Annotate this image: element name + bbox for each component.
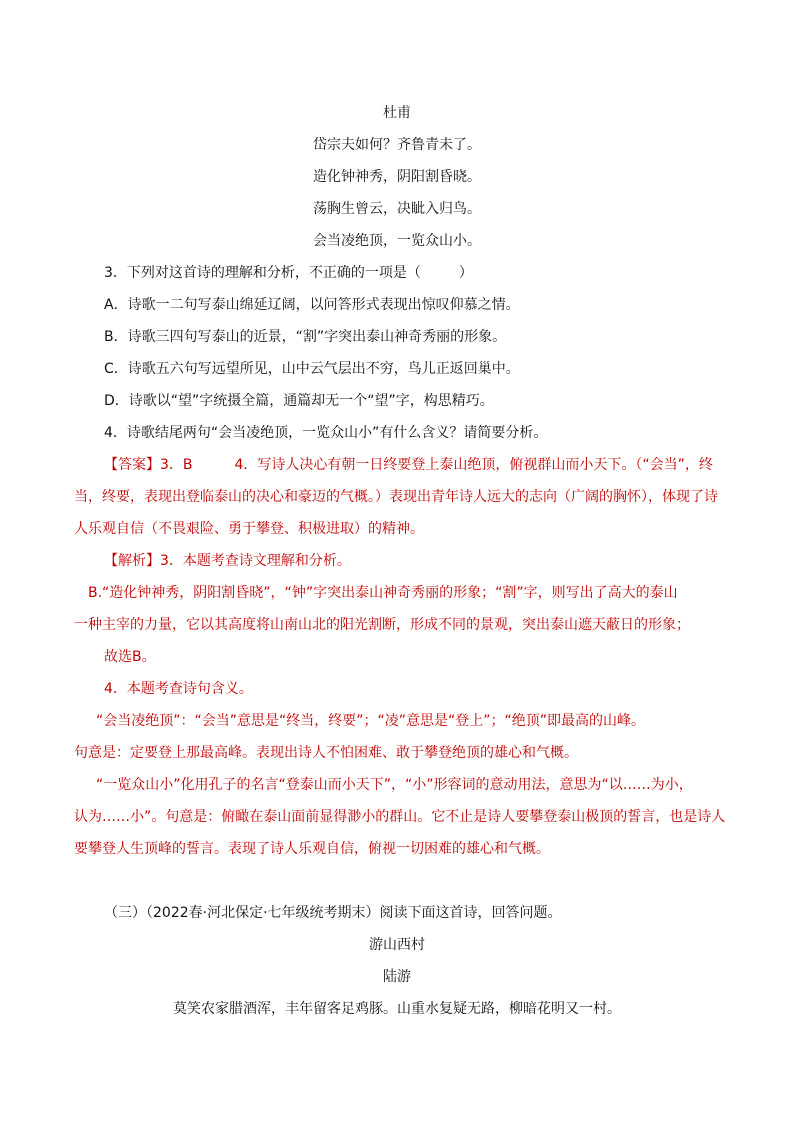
section-heading: （三）（2022春·河北保定·七年级统考期末）阅读下面这首诗，回答问题。 <box>104 905 562 921</box>
poem-line: 会当凌绝顶，一览众山小。 <box>313 233 481 249</box>
analysis-line: 一种主宰的力量，它以其高度将山南山北的阳光割断，形成不同的景观，突出泰山遮天蔽日的形象； <box>74 617 690 633</box>
poem-title: 游山西村 <box>369 937 425 953</box>
analysis-line: “会当凌绝顶”：“会当”意思是“终当，终要”；“凌”意思是“登上”；“绝顶”即最高的山峰。 <box>96 713 646 729</box>
question-3-stem-close: ） <box>458 265 473 281</box>
poem-author: 陆游 <box>383 969 411 985</box>
answer-line: 人乐观自信（不畏艰险、勇于攀登、积极进取）的精神。 <box>74 521 424 537</box>
poem-line: 造化钟神秀，阴阳割昏晓。 <box>313 169 481 185</box>
answer-text: 3．B 4．写诗人决心有朝一日终要登上泰山绝顶，俯视群山而小天下。（“会当”，终 <box>160 457 713 473</box>
poem-line: 莫笑农家腊酒浑，丰年留客足鸡豚。山重水复疑无路，柳暗花明又一村。 <box>173 1001 621 1017</box>
analysis-line: 句意是：定要登上那最高峰。表现出诗人不怕困难、敢于攀登绝顶的雄心和气概。 <box>74 745 578 761</box>
poem-line: 荡胸生曾云，决眦入归鸟。 <box>313 201 481 217</box>
question-3-stem-text: 3．下列对这首诗的理解和分析，不正确的一项是（ <box>104 265 421 281</box>
option-a: A．诗歌一二句写泰山绵延辽阔，以问答形式表现出惊叹仰慕之情。 <box>104 297 520 313</box>
question-3-stem <box>104 263 473 283</box>
poem-author: 杜甫 <box>383 105 411 121</box>
option-d: D．诗歌以“望”字统摄全篇，通篇却无一个“望”字，构思精巧。 <box>104 393 494 409</box>
answer-line: 当，终要，表现出登临泰山的决心和豪迈的气概。）表现出青年诗人远大的志向（广阔的胸怀），体现了诗 <box>74 489 718 505</box>
answer-tag: 【答案】 <box>104 457 160 473</box>
analysis-line <box>104 551 351 571</box>
answer-line <box>104 455 713 475</box>
analysis-line: 认为……小”。句意是：俯瞰在泰山面前显得渺小的群山。它不止是诗人要攀登泰山极顶的誓言，也是诗人 <box>74 809 726 825</box>
analysis-line: B.“造化钟神秀，阴阳割昏晓”，“钟”字突出泰山神奇秀丽的形象；“割”字，则写出了高大的泰山 <box>88 585 678 601</box>
analysis-line: 4．本题考查诗句含义。 <box>104 681 253 697</box>
analysis-line: “一览众山小”化用孔子的名言“登泰山而小天下”，“小”形容词的意动用法，意思为“以……为小， <box>96 777 693 793</box>
analysis-line: 要攀登人生顶峰的誓言。表现了诗人乐观自信，俯视一切困难的雄心和气概。 <box>74 841 550 857</box>
analysis-tag: 【解析】 <box>104 553 160 569</box>
option-c: C．诗歌五六句写远望所见，山中云气层出不穷，鸟儿正返回巢中。 <box>104 361 520 377</box>
question-4-stem: 4．诗歌结尾两句“会当凌绝顶，一览众山小”有什么含义？请简要分析。 <box>104 425 548 441</box>
analysis-text: 3．本题考查诗文理解和分析。 <box>160 553 351 569</box>
analysis-line: 故选B。 <box>104 649 156 665</box>
poem-line: 岱宗夫如何？齐鲁青未了。 <box>313 137 481 153</box>
option-b: B．诗歌三四句写泰山的近景，“割”字突出泰山神奇秀丽的形象。 <box>104 329 507 345</box>
